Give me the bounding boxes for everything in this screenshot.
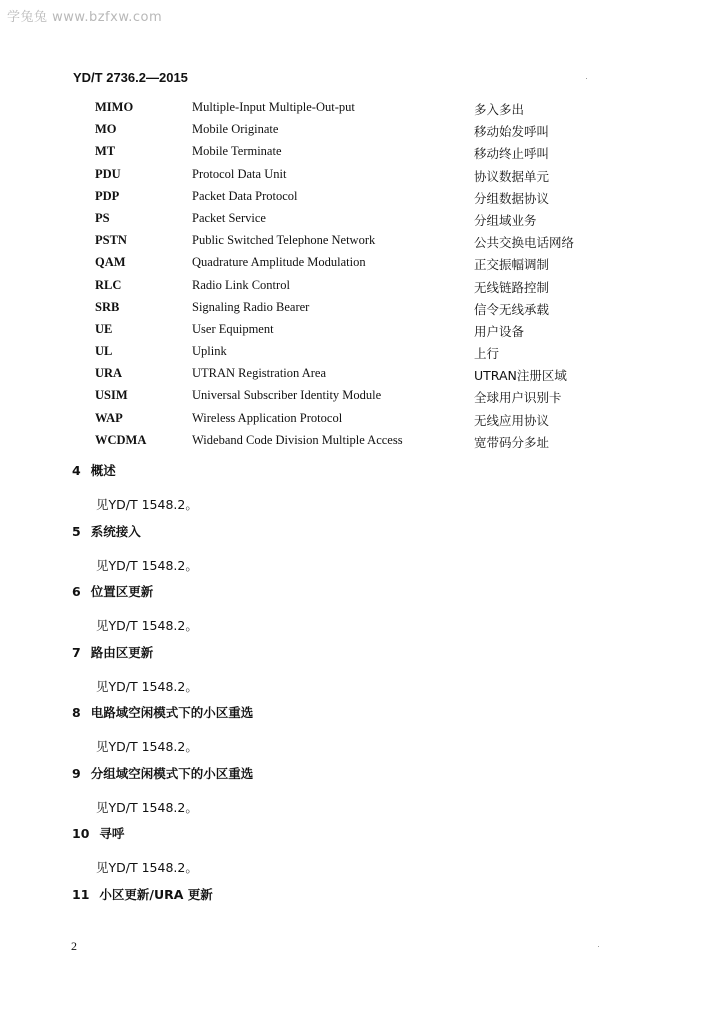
abbreviation-code: PDP [95, 188, 120, 203]
abbreviation-english: User Equipment [192, 321, 274, 336]
section-heading [72, 522, 141, 540]
abbreviation-code: QAM [95, 255, 126, 270]
abbreviation-chinese: UTRAN注册区域 [474, 368, 567, 384]
abbreviation-row [0, 253, 724, 275]
abbreviation-english: Wireless Application Protocol [192, 410, 343, 425]
section-title: 位置区更新 [90, 584, 154, 599]
section-heading [72, 461, 116, 479]
abbreviation-code: UE [95, 321, 113, 336]
abbreviation-code: PDU [95, 166, 121, 181]
abbreviation-row [0, 120, 724, 142]
abbreviation-code: RLC [95, 277, 122, 292]
section-heading [72, 582, 153, 600]
section-number: 11 [72, 886, 90, 902]
abbreviation-code: USIM [95, 388, 128, 403]
abbreviation-code: MO [95, 122, 117, 137]
abbreviation-english: Radio Link Control [192, 277, 290, 292]
abbreviation-chinese: 移动始发呼叫 [474, 124, 550, 140]
abbreviation-row [0, 187, 724, 209]
section [0, 460, 724, 521]
abbreviation-row [0, 342, 724, 364]
abbreviation-chinese: 全球用户识别卡 [474, 390, 562, 406]
abbreviation-chinese: 信令无线承载 [474, 301, 550, 317]
document-code-header: YD/T 2736.2—2015 [73, 70, 188, 85]
abbreviation-english: Signaling Radio Bearer [192, 299, 310, 314]
section-title: 寻呼 [99, 826, 125, 841]
abbreviation-english: Uplink [192, 344, 227, 359]
section-heading [72, 703, 253, 721]
abbreviation-english: Packet Data Protocol [192, 188, 298, 203]
section-body: 见YD/T 1548.2。 [96, 739, 198, 754]
abbreviation-chinese: 无线应用协议 [474, 412, 550, 428]
abbreviation-english: Mobile Originate [192, 122, 279, 137]
abbreviation-code: UL [95, 344, 113, 359]
section [0, 884, 724, 945]
section [0, 702, 724, 763]
page-number: 2 [71, 939, 77, 953]
abbreviation-row [0, 431, 724, 453]
abbreviation-chinese: 移动终止呼叫 [474, 146, 550, 162]
abbreviation-chinese: 无线链路控制 [474, 279, 550, 295]
scan-speck [598, 946, 599, 947]
scan-speck [586, 78, 587, 79]
section-list [0, 460, 724, 944]
section-number: 10 [72, 826, 90, 841]
section-body: 见YD/T 1548.2。 [96, 618, 198, 633]
abbreviation-code: SRB [95, 299, 120, 314]
section-heading [72, 824, 124, 842]
section-title: 路由区更新 [90, 644, 154, 660]
abbreviation-chinese: 公共交换电话网络 [474, 235, 575, 251]
abbreviation-english: UTRAN Registration Area [192, 366, 327, 381]
abbreviation-row [0, 142, 724, 164]
section-body: 见YD/T 1548.2。 [96, 557, 198, 573]
section-body: 见YD/T 1548.2。 [96, 860, 198, 875]
abbreviation-row [0, 98, 724, 120]
section-title: 概述 [90, 463, 116, 478]
section-number: 6 [72, 584, 81, 599]
abbreviation-chinese: 用户设备 [474, 323, 525, 339]
abbreviation-chinese: 多入多出 [474, 102, 525, 117]
abbreviation-chinese: 上行 [474, 346, 500, 362]
abbreviation-row [0, 298, 724, 320]
abbreviation-chinese: 正交振幅调制 [474, 257, 550, 273]
section-title: 系统接入 [90, 523, 141, 539]
abbreviation-row [0, 409, 724, 431]
section-number: 9 [72, 765, 81, 781]
section-heading [72, 885, 213, 903]
section-number: 4 [72, 463, 81, 478]
abbreviation-english: Universal Subscriber Identity Module [192, 388, 382, 403]
section-body: 见YD/T 1548.2。 [96, 497, 198, 512]
section-title: 小区更新/URA 更新 [99, 886, 213, 902]
abbreviation-row [0, 231, 724, 253]
abbreviation-code: WAP [95, 410, 123, 425]
abbreviation-code: URA [95, 366, 123, 381]
abbreviation-chinese: 分组域业务 [474, 212, 537, 228]
watermark: 学兔兔 www.bzfxw.com [7, 10, 163, 25]
section-number: 7 [72, 644, 81, 660]
abbreviation-english: Mobile Terminate [192, 144, 282, 159]
abbreviation-row [0, 209, 724, 231]
abbreviation-row [0, 320, 724, 342]
abbreviation-row [0, 165, 724, 187]
section [0, 642, 724, 703]
abbreviation-chinese: 分组数据协议 [474, 190, 550, 206]
abbreviation-english: Multiple-Input Multiple-Out-put [192, 100, 355, 114]
abbreviation-code: PSTN [95, 233, 127, 248]
abbreviation-english: Wideband Code Division Multiple Access [192, 432, 403, 447]
section-title: 分组域空闲模式下的小区重选 [90, 765, 254, 781]
abbreviation-code: MT [95, 144, 116, 159]
abbreviation-english: Protocol Data Unit [192, 166, 287, 181]
abbreviation-row [0, 386, 724, 408]
abbreviation-code: MIMO [95, 100, 134, 114]
abbreviation-code: WCDMA [95, 432, 147, 447]
section [0, 763, 724, 824]
abbreviation-english: Public Switched Telephone Network [192, 233, 376, 248]
abbreviation-english: Quadrature Amplitude Modulation [192, 255, 366, 270]
section-heading [72, 643, 153, 661]
section [0, 581, 724, 642]
section [0, 521, 724, 582]
abbreviation-chinese: 宽带码分多址 [474, 434, 550, 450]
section-body: 见YD/T 1548.2。 [96, 799, 198, 815]
section-heading [72, 764, 253, 782]
section [0, 823, 724, 884]
abbreviation-chinese: 协议数据单元 [474, 168, 550, 184]
abbreviation-english: Packet Service [192, 210, 266, 225]
section-number: 8 [72, 705, 81, 720]
abbreviation-row [0, 276, 724, 298]
abbreviation-code: PS [95, 210, 110, 225]
section-number: 5 [72, 523, 81, 539]
section-body: 见YD/T 1548.2。 [96, 678, 198, 694]
abbreviation-row [0, 364, 724, 386]
section-title: 电路域空闲模式下的小区重选 [90, 705, 254, 720]
abbreviation-list [0, 98, 724, 453]
